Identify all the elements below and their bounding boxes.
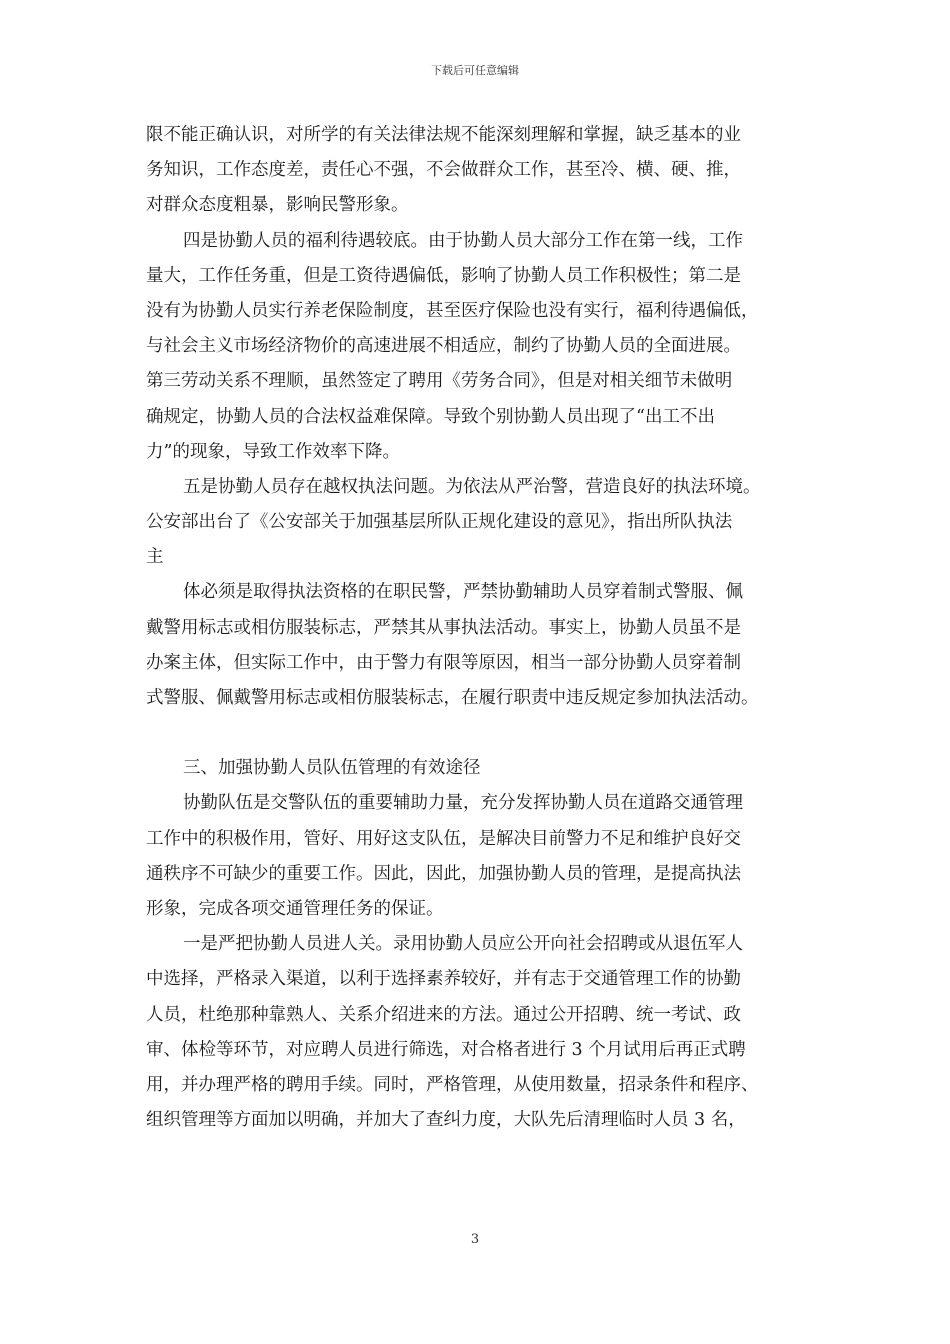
paragraph [146, 224, 808, 470]
text-line: 通秩序不可缺少的重要工作。因此，因此，加强协勤人员的管理，是提高执法 [146, 863, 741, 884]
text-line: 人员，杜绝那种靠熟人、关系介绍进来的方法。通过公开招聘、统一考试、政 [146, 1004, 741, 1025]
text-line: 务知识，工作态度差，责任心不强，不会做群众工作，甚至冷、横、硬、推， [146, 160, 741, 181]
text-line: 形象，完成各项交通管理任务的保证。 [146, 898, 444, 919]
text-line: 量大，工作任务重，但是工资待遇偏低，影响了协勤人员工作积极性；第二是 [146, 265, 741, 286]
text-line: 五是协勤人员存在越权执法问题。为依法从严治警，营造良好的执法环境。 [183, 476, 761, 497]
page-header: 下载后可任意编辑 [431, 64, 519, 77]
text-line: 四是协勤人员的福利待遇较底。由于协勤人员大部分工作在第一线，工作 [183, 230, 743, 251]
page-number: 3 [470, 1232, 480, 1247]
text-line: 限不能正确认识，对所学的有关法律法规不能深刻理解和掌握，缺乏基本的业 [146, 125, 741, 145]
text-line: 第三劳动关系不理顺，虽然签定了聘用《劳务合同》，但是对相关细节未做明 [146, 371, 733, 392]
document-body [146, 118, 808, 1138]
text-line: 一是严把协勤人员进人关。录用协勤人员应公开向社会招聘或从退伍军人 [183, 934, 743, 955]
text-line: 中选择，严格录入渠道，以利于选择素养较好，并有志于交通管理工作的协勤 [146, 969, 741, 990]
text-line: 协勤队伍是交警队伍的重要辅助力量，充分发挥协勤人员在道路交通管理 [183, 793, 743, 814]
text-line: 工作中的积极作用，管好、用好这支队伍，是解决目前警力不足和维护良好交 [146, 828, 741, 849]
paragraph [146, 786, 808, 927]
text-line: 办案主体，但实际工作中，由于警力有限等原因，相当一部分协勤人员穿着制 [146, 652, 741, 673]
text-line: 与社会主义市场经济物价的高速进展不相适应，制约了协勤人员的全面进展。 [146, 336, 741, 357]
paragraph [146, 751, 808, 786]
text-line: 体必须是取得执法资格的在职民警，严禁协勤辅助人员穿着制式警服、佩 [183, 582, 743, 603]
text-line: 组织管理等方面加以明确，并加大了查纠力度，大队先后清理临时人员 3 名， [146, 1110, 746, 1131]
text-line: 审、体检等环节，对应聘人员进行筛选，对合格者进行 3 个月试用后再正式聘 [146, 1039, 746, 1060]
text-line: 公安部出台了《公安部关于加强基层所队正规化建设的意见》，指出所队执法 [146, 512, 733, 533]
text-line: 三、加强协勤人员队伍管理的有效途径 [183, 758, 481, 779]
paragraph [146, 927, 808, 1138]
paragraph [146, 470, 808, 576]
text-line: 力”的现象，导致工作效率下降。 [146, 441, 400, 462]
text-line: 确规定，协勤人员的合法权益难保障。导致个别协勤人员出现了“出工不出 [146, 406, 715, 427]
text-line: 主 [146, 547, 164, 568]
text-line: 用，并办理严格的聘用手续。同时，严格管理，从使用数量，招录条件和程序、 [146, 1074, 759, 1095]
paragraph [146, 575, 808, 716]
text-line: 式警服、佩戴警用标志或相仿服装标志，在履行职责中违反规定参加执法活动。 [146, 688, 759, 708]
paragraph-gap [146, 716, 808, 751]
text-line: 没有为协勤人员实行养老保险制度，甚至医疗保险也没有实行，福利待遇偏低， [146, 300, 759, 321]
text-line: 对群众态度粗暴，影响民警形象。 [146, 195, 409, 216]
text-line: 戴警用标志或相仿服装标志，严禁其从事执法活动。事实上，协勤人员虽不是 [146, 617, 741, 638]
paragraph [146, 118, 808, 224]
